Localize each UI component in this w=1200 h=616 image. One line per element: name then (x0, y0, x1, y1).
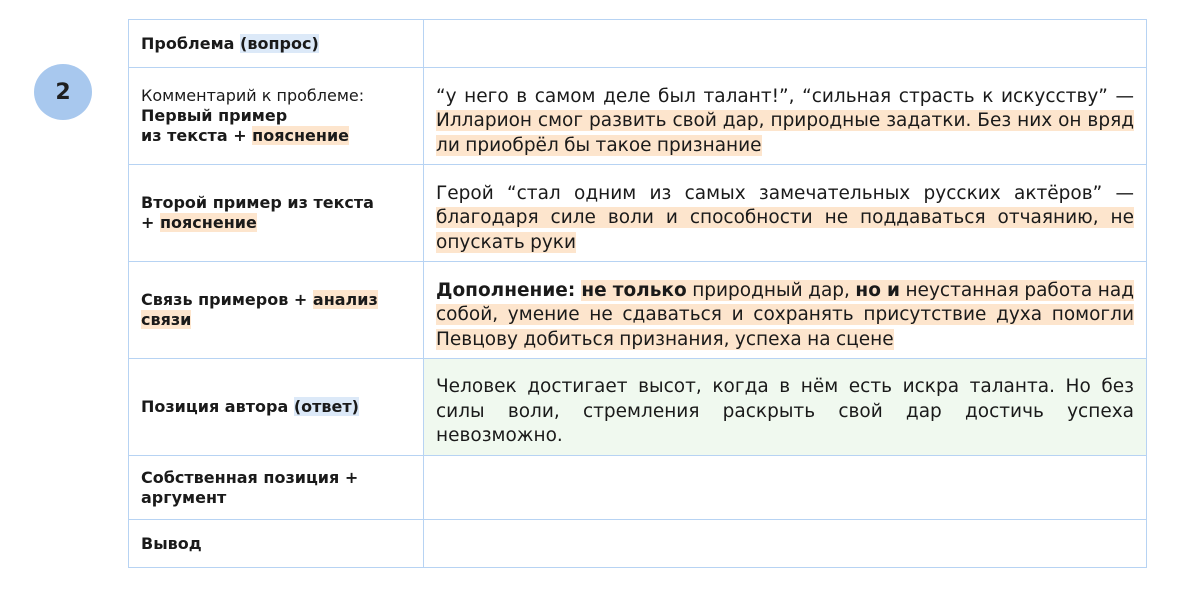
table-row-problem (129, 20, 1147, 68)
row-value-author-position: Человек достигает высот, когда в нём есть искра таланта. Но без силы воли, стремления раскрыть свой дар достичь успеха невозможно. (424, 359, 1147, 456)
highlight-analysis: анализ связи (141, 290, 378, 329)
row-value-link (424, 262, 1147, 359)
addition-heading: Дополнение: (436, 279, 582, 301)
row-value-comment (424, 68, 1147, 165)
second-example-label-2 (141, 213, 411, 233)
link-text: природный дар, (686, 279, 856, 301)
row-label-link (129, 262, 424, 359)
link-text: неустанная работа над собой, умение не сдаваться и сохранять присутствие духа помогли Певцову добиться признания, успеха на сцене (436, 279, 1135, 350)
row-label-conclusion: Вывод (129, 520, 424, 568)
row-label-own-position: Собственная позиция + аргумент (129, 456, 424, 520)
highlight-answer: (ответ) (293, 397, 359, 416)
second-example-label: Второй пример из текста (141, 193, 374, 212)
connector-not-only: не только (581, 279, 687, 301)
table-row-author-position (129, 359, 1147, 456)
row-value-problem (424, 20, 1147, 68)
quote-text: Герой “стал одним из самых замечательных русских актёров” — (436, 182, 1134, 204)
label-text: Проблема (141, 33, 241, 53)
row-value-conclusion (424, 520, 1147, 568)
row-label-problem (129, 20, 424, 68)
highlight-question: (вопрос) (240, 33, 319, 53)
table-row-link (129, 262, 1147, 359)
label-text: Связь примеров + (141, 290, 313, 309)
row-value-own-position (424, 456, 1147, 520)
label-text: из текста + (141, 126, 253, 145)
highlight-explanation: пояснение (252, 126, 349, 145)
table-row-comment (129, 68, 1147, 165)
comment-intro: Комментарий к проблеме: (141, 86, 365, 105)
connector-but-also: но и (855, 279, 900, 301)
row-label-second-example (129, 165, 424, 262)
highlight-explanation: пояснение (159, 213, 257, 232)
label-text: Позиция автора (141, 397, 294, 416)
table-row-second-example (129, 165, 1147, 262)
row-label-comment (129, 68, 424, 165)
explanation-text: благодаря силе воли и способности не поддаваться отчаянию, не опускать руки (436, 207, 1134, 253)
first-example-label: Первый пример (141, 106, 288, 125)
quote-text: “у него в самом деле был талант!”, “сильная страсть к искусству” — (436, 85, 1134, 107)
first-example-label-2 (141, 126, 411, 146)
row-value-second-example (424, 165, 1147, 262)
explanation-text: Илларион смог развить свой дар, природные задатки. Без них он вряд ли приобрёл бы такое признание (436, 110, 1134, 156)
row-label-author-position (129, 359, 424, 456)
table-row-conclusion (129, 520, 1147, 568)
essay-plan-table (128, 19, 1147, 568)
step-number-badge: 2 (34, 64, 92, 120)
table-row-own-position (129, 456, 1147, 520)
label-text: + (141, 213, 160, 232)
